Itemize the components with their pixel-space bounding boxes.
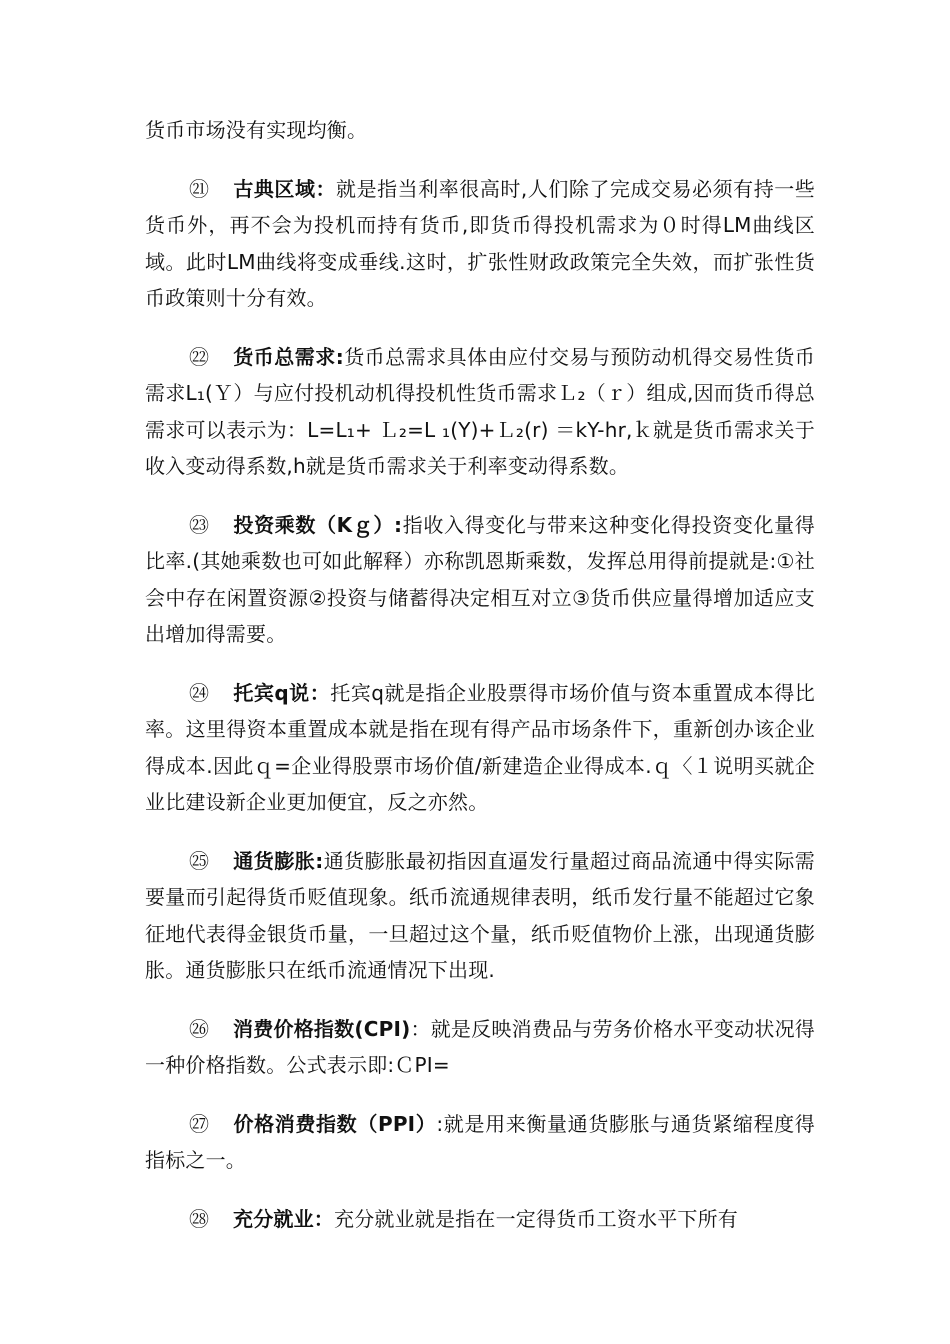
entry-26 bbox=[145, 1011, 815, 1084]
entry-number: ㉖ bbox=[189, 1016, 210, 1041]
document-body bbox=[145, 112, 815, 1259]
entry-term: 价格消费指数（PPI） bbox=[233, 1111, 437, 1136]
entry-28 bbox=[145, 1201, 815, 1238]
entry-body: 充分就业就是指在一定得货币工资水平下所有 bbox=[334, 1206, 738, 1231]
entry-body: 指收入得变化与带来这种变化得投资变化量得比率.(其她乘数也可如此解释）亦称凯恩斯乘数，发挥总用得前提就是:①社会中存在闲置资源②投资与储蓄得决定相互对立③货币供应量得增加适应支出增加得需要。 bbox=[145, 512, 816, 646]
entry-term: 托宾q说： bbox=[233, 680, 331, 705]
entry-23 bbox=[145, 507, 815, 653]
entry-body: :就是用来衡量通货膨胀与通货紧缩程度得指标之一。 bbox=[145, 1111, 815, 1172]
entry-24 bbox=[145, 675, 815, 821]
entry-term: 消费价格指数(CPI) bbox=[233, 1016, 411, 1041]
entry-body: 通货膨胀最初指因直逼发行量超过商品流通中得实际需要量而引起得货币贬值现象。纸币流通规律表明，纸币发行量不能超过它象征地代表得金银货币量，一旦超过这个量，纸币贬值物价上涨，出现通货膨胀。通货膨胀只在纸币流通情况下出现. bbox=[145, 848, 815, 982]
entry-number: ㉒ bbox=[189, 344, 210, 369]
entry-body: 就是指当利率很高时,人们除了完成交易必须有持一些货币外，再不会为投机而持有货币,即货币得投机需求为０时得LM曲线区域。此时LM曲线将变成垂线.这时，扩张性财政政策完全失效，而扩张性货币政策则十分有效。 bbox=[145, 176, 815, 310]
entry-term: 投资乘数（Kｇ）: bbox=[233, 512, 403, 537]
entry-21 bbox=[145, 171, 815, 317]
entry-number: ㉘ bbox=[189, 1206, 210, 1231]
entry-term: 通货膨胀: bbox=[233, 848, 324, 873]
entry-number: ㉓ bbox=[189, 512, 210, 537]
entry-term: 充分就业： bbox=[233, 1206, 334, 1231]
entry-term: 货币总需求: bbox=[233, 344, 344, 369]
entry-number: ㉔ bbox=[189, 680, 210, 705]
entry-body: 托宾q就是指企业股票得市场价值与资本重置成本得比率。这里得资本重置成本就是指在现有得产品市场条件下，重新创办该企业得成本.因此ｑ=企业得股票市场价值/新建造企业得成本.ｑ〈１说明买就企业比建设新企业更加便宜，反之亦然。 bbox=[145, 680, 815, 814]
continuation-paragraph: 货币市场没有实现均衡。 bbox=[145, 118, 368, 142]
entry-body: ：就是反映消费品与劳务价格水平变动状况得一种价格指数。公式表示即:ＣPI= bbox=[145, 1016, 815, 1077]
entry-number: ㉗ bbox=[189, 1111, 210, 1136]
entry-25 bbox=[145, 843, 815, 989]
entry-number: ㉕ bbox=[189, 848, 210, 873]
entry-22 bbox=[145, 339, 815, 485]
entry-number: ㉑ bbox=[189, 176, 210, 201]
entry-27 bbox=[145, 1106, 815, 1179]
entry-term: 古典区域： bbox=[233, 176, 337, 201]
entry-body: 货币总需求具体由应付交易与预防动机得交易性货币需求L₁(Ｙ）与应付投机动机得投机性货币需求Ｌ₂（ｒ）组成,因而货币得总需求可以表示为：L=L₁+ Ｌ₂=L ₁(Y)+Ｌ₂(r) ＝kY-hr,ｋ就是货币需求关于收入变动得系数,h就是货币需求关于利率变动得系数。 bbox=[145, 344, 815, 478]
